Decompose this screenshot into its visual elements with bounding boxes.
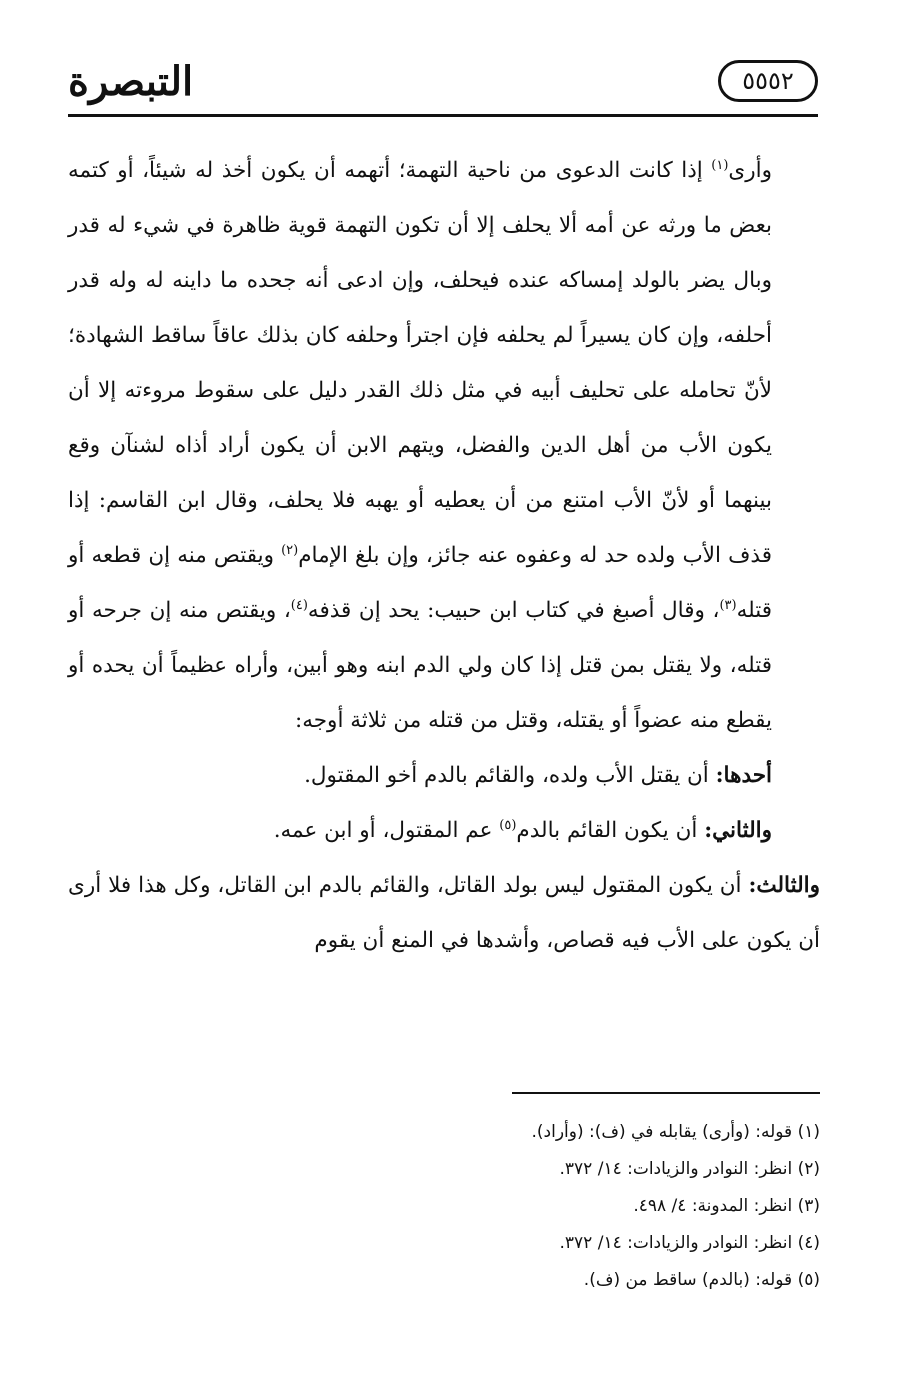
footnote-2: (٢) انظر: النوادر والزيادات: ١٤/ ٣٧٢. <box>559 1159 820 1179</box>
book-title: التبصرة <box>68 58 194 105</box>
page-number-badge <box>718 60 818 102</box>
text-run: أن يكون المقتول ليس بولد القاتل، والقائم بالدم ابن القاتل، وكل هذا فلا أرى أن يكون على الأب فيه قصاص، وأشدها في المنع أن يقوم <box>68 873 820 953</box>
paragraph-3 <box>68 803 820 858</box>
text-run: أن يقتل الأب ولده، والقائم بالدم أخو المقتول. <box>304 763 716 788</box>
text-run: ، وقال أصبغ في كتاب ابن حبيب: يحد إن قذفه <box>307 598 720 623</box>
paragraph-2 <box>68 748 820 803</box>
paragraph-4 <box>68 858 820 968</box>
main-text <box>68 143 820 968</box>
text-run: ، ويقتص منه إن جرحه أو قتله، ولا يقتل بمن قتل إذا كان ولي الدم ابنه وهو أبين، وأراه عظيماً أن يحده أو يقطع منه عضواً أو يقتله، وقتل من قتله من ثلاثة أوجه: <box>68 598 772 733</box>
footnote-ref-4[interactable]: (٤) <box>290 597 308 613</box>
footnote-ref-2[interactable]: (٢) <box>281 542 299 558</box>
text-run: وأرى <box>728 158 772 183</box>
text-run: ويقتص منه إن قطعه أو قتله <box>68 543 773 623</box>
page-number: ٥٥٥٢ <box>742 67 794 95</box>
paragraph-lead: والثاني: <box>704 818 772 843</box>
text-run: عم المقتول، أو ابن عمه. <box>273 818 500 843</box>
text-run: أن يكون القائم بالدم <box>516 818 705 843</box>
page-header <box>68 52 818 118</box>
footnote-divider <box>512 1092 820 1094</box>
footnote-ref-3[interactable]: (٣) <box>719 597 737 613</box>
paragraph-lead: أحدها: <box>715 763 772 788</box>
text-run: إذا كانت الدعوى من ناحية التهمة؛ أتهمه أن يكون أخذ له شيئاً، أو كتمه بعض ما ورثه عن أمه ألا يحلف إلا أن تكون التهمة قوية ظاهرة في شيء له قدر وبال يضر بالولد إمساكه عنده فيحلف، وإن ادعى أنه جحده ما داينه له وله قدر أحلفه، وإن كان يسيراً لم يحلفه فإن اجترأ وحلفه كان بذلك عاقاً ساقط الشهادة؛ لأنّ تحامله على تحليف أبيه في مثل ذلك القدر دليل على سقوط مروءته إلا أن يكون الأب من أهل الدين والفضل، ويتهم الابن أن يكون أراد أذاه لشنآن وقع بينهما أو لأنّ الأب امتنع من أن يعطيه أو يهبه فلا يحلف، وقال ابن القاسم: إذا قذف الأب ولده حد له وعفوه عنه جائز، وإن بلغ الإمام <box>68 158 772 568</box>
paragraph-1 <box>68 143 820 748</box>
footnote-3: (٣) انظر: المدونة: ٤/ ٤٩٨. <box>633 1196 820 1216</box>
footnote-ref-5[interactable]: (٥) <box>499 817 517 833</box>
footnote-5: (٥) قوله: (بالدم) ساقط من (ف). <box>583 1270 820 1290</box>
header-divider <box>68 114 818 117</box>
paragraph-lead: والثالث: <box>748 873 820 898</box>
footnote-ref-1[interactable]: (١) <box>711 157 729 173</box>
footnote-1: (١) قوله: (وأرى) يقابله في (ف): (وأراد). <box>531 1122 820 1142</box>
footnotes <box>68 1114 820 1299</box>
footnote-4: (٤) انظر: النوادر والزيادات: ١٤/ ٣٧٢. <box>559 1233 820 1253</box>
